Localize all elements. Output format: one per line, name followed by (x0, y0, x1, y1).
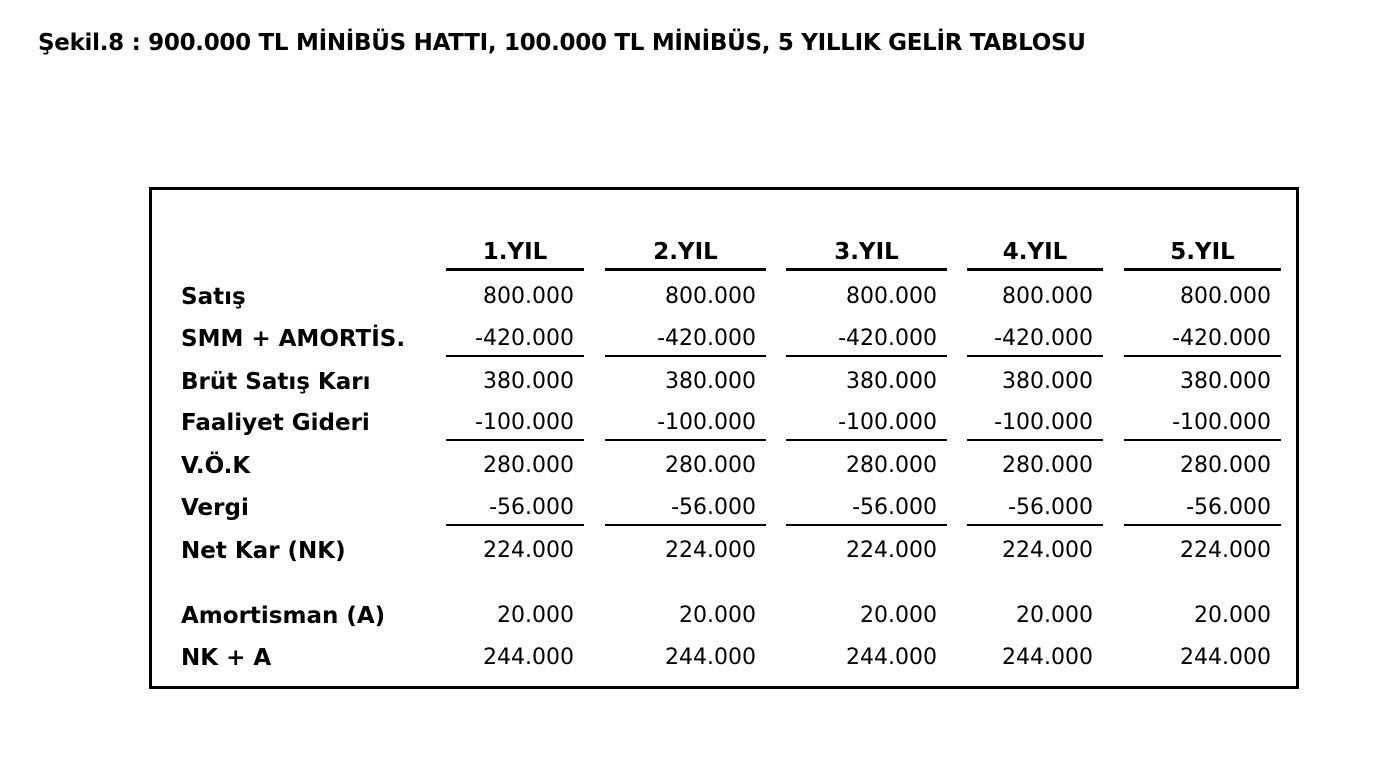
table-cell: -100.000 (1124, 408, 1281, 441)
table-cell: 244.000 (483, 645, 574, 670)
table-cell: -420.000 (786, 324, 947, 357)
table-cell: -420.000 (1124, 324, 1281, 357)
row-label: Vergi (181, 495, 249, 521)
table-cell: 800.000 (665, 284, 756, 309)
table-cell: -420.000 (446, 324, 584, 357)
table-cell: -100.000 (446, 408, 584, 441)
table-cell: 20.000 (860, 603, 937, 628)
table-cell: 20.000 (497, 603, 574, 628)
table-cell: 280.000 (1180, 453, 1271, 478)
table-cell: 280.000 (665, 453, 756, 478)
table-cell: 20.000 (679, 603, 756, 628)
table-cell: -100.000 (786, 408, 947, 441)
table-cell: 280.000 (846, 453, 937, 478)
column-header-2: 2.YIL (605, 235, 766, 271)
table-cell: 380.000 (483, 369, 574, 394)
table-cell: 380.000 (846, 369, 937, 394)
table-cell: 800.000 (1002, 284, 1093, 309)
table-cell: 244.000 (665, 645, 756, 670)
table-cell: -56.000 (786, 493, 947, 526)
table-cell: -56.000 (605, 493, 766, 526)
column-header-3: 3.YIL (786, 235, 947, 271)
row-label: V.Ö.K (181, 453, 251, 479)
row-label: Amortisman (A) (181, 603, 386, 629)
table-cell: 20.000 (1194, 603, 1271, 628)
row-label: Faaliyet Gideri (181, 410, 370, 436)
table-cell: -420.000 (605, 324, 766, 357)
table-cell: -100.000 (605, 408, 766, 441)
table-cell: -56.000 (967, 493, 1103, 526)
table-cell: 224.000 (665, 538, 756, 563)
column-header-1: 1.YIL (446, 235, 584, 271)
table-cell: -100.000 (967, 408, 1103, 441)
row-label: Satış (181, 284, 246, 310)
table-cell: 800.000 (846, 284, 937, 309)
table-cell: 244.000 (846, 645, 937, 670)
table-cell: 280.000 (1002, 453, 1093, 478)
row-label: Net Kar (NK) (181, 538, 346, 564)
row-label: SMM + AMORTİS. (181, 326, 406, 352)
table-cell: 800.000 (483, 284, 574, 309)
column-header-5: 5.YIL (1124, 235, 1281, 271)
table-cell: 380.000 (665, 369, 756, 394)
table-cell: -56.000 (1124, 493, 1281, 526)
page-title: Şekil.8 : 900.000 TL MİNİBÜS HATTI, 100.000 TL MİNİBÜS, 5 YILLIK GELİR TABLOSU (38, 30, 1086, 56)
table-cell: 20.000 (1016, 603, 1093, 628)
row-label: NK + A (181, 645, 272, 671)
table-cell: 224.000 (1180, 538, 1271, 563)
table-cell: 380.000 (1002, 369, 1093, 394)
table-cell: 280.000 (483, 453, 574, 478)
table-cell: -420.000 (967, 324, 1103, 357)
table-cell: 244.000 (1002, 645, 1093, 670)
table-cell: 224.000 (483, 538, 574, 563)
table-cell: 800.000 (1180, 284, 1271, 309)
table-cell: 380.000 (1180, 369, 1271, 394)
column-header-4: 4.YIL (967, 235, 1103, 271)
table-cell: 224.000 (846, 538, 937, 563)
row-label: Brüt Satış Karı (181, 369, 371, 395)
table-cell: -56.000 (446, 493, 584, 526)
table-cell: 224.000 (1002, 538, 1093, 563)
table-cell: 244.000 (1180, 645, 1271, 670)
